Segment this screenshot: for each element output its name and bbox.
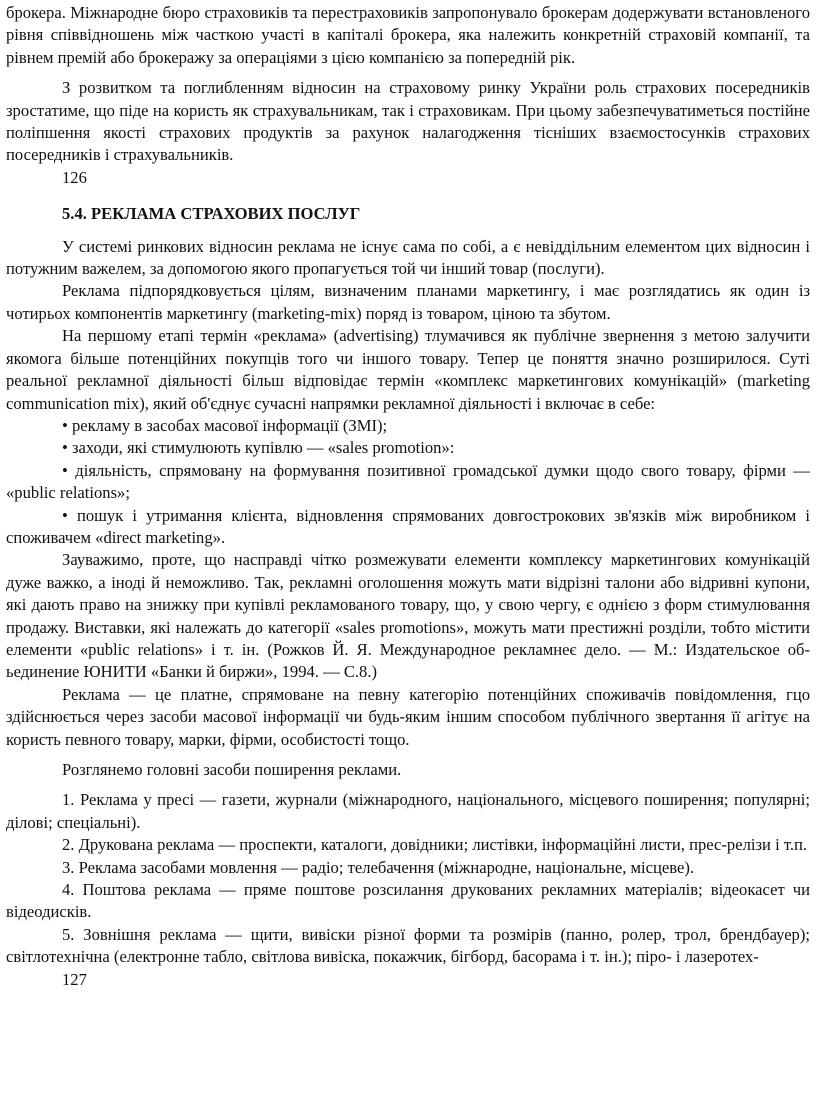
- list-item: 5. Зовнішня реклама — щити, вивіски різної форми та розмірів (панно, ролер, трол, брендбауер); світлотехнічна (електронне табло, світлова вивіска, покажчик, бігборд, басорама і т. ін.); піро- і лазеротех-: [6, 924, 810, 967]
- page-number: 126: [62, 167, 87, 187]
- list-item: 2. Друкована реклама — проспекти, каталоги, довідники; листівки, інформаційні листи, прес-релізи і т.п.: [62, 835, 808, 855]
- paragraph: На першому етапі термін «реклама» (advertising) тлумачився як публічне звернення з метою залучити якомога більше потенційних покупців того чи іншого товару. Тепер це поняття значно розширилося. Суті реальної рекламної діяльності більш відповідає термін «комплекс маркетингових комунікацій» (marketing communication mix), який об'єднує сучасні напрямки рекламної діяльності і включає в себе:: [6, 326, 810, 413]
- paragraph-continued: брокера. Міжнародне бюро страховиків та перестраховиків запропонувало брокерам додержувати встановленого рівня співвідношень між часткою участі в капіталі брокера, яка належить конкретній страховій компанії, та рівнем премій або брокеражу за операціями з цією компанією за попередній рік.: [6, 3, 810, 67]
- list-item: 1. Реклама у пресі — газети, журнали (міжнародного, національного, місцевого поширення; популярні; ділові; спеціальні).: [6, 790, 810, 832]
- page-number: 127: [62, 969, 87, 989]
- paragraph-definition: Реклама — це платне, спрямоване на певну категорію потенційних споживачів повідомлення, гцо здійснюється через засоби масової інформації чи будь-яким іншим способом публічного звертання її агітує на користь певного товару, марки, фірми, особистості тощо.: [6, 684, 810, 749]
- bullet-item: • рекламу в засобах масової інформації (ЗМІ);: [62, 415, 388, 435]
- bullet-item: • пошук і утримання клієнта, відновлення спрямованих довгострокових зв'язків між виробником і споживачем «direct marketing».: [6, 505, 810, 547]
- paragraph-remark: Зауважимо, проте, що насправді чітко розмежувати елементи комплексу маркетингових комунікацій дуже важко, а іноді й неможливо. Так, рекламні оголошення можуть мати відрізні талони або відривні купони, які дають право на знижку при купівлі рекламованого товару, що, у свою чергу, є однією з форм стимулювання продажу. Виставки, які належать до категорії «sales promotions», можуть мати престижні розділи, тобто містити елементи «public relations» і т. ін. (Рожков Й. Я. Международное рекламнеє дело. — М.: Издательское об-ьединение ЮНИТИ «Банки й биржи», 1994. — С.8.): [6, 550, 810, 682]
- paragraph-intermediaries: З розвитком та поглибленням відносин на страховому ринку України роль страхових посередників зростатиме, що піде на користь як страхувальникам, так і страховикам. При цьому забезпечуватиметься постійне поліпшення якості страхових продуктів за рахунок налагодження тісніших взаємостосунків страхових посередників і страхувальників.: [6, 78, 810, 165]
- paragraph: Реклама підпорядковується цілям, визначеним планами маркетингу, і має розглядатись як один із чотирьох компонентів маркетингу (marketing-mix) поряд із товаром, ціною та збутом.: [6, 281, 810, 323]
- paragraph: У системі ринкових відносин реклама не існує сама по собі, а є невіддільним елементом цих відносин і потужним важелем, за допомогою якого пропагується той чи інший товар (послуги).: [6, 236, 810, 279]
- bullet-item: • заходи, які стимулюють купівлю — «sales promotion»:: [62, 438, 455, 458]
- paragraph-intro: Розглянемо головні засоби поширення реклами.: [62, 760, 402, 779]
- section-heading: 5.4. РЕКЛАМА СТРАХОВИХ ПОСЛУГ: [62, 204, 361, 224]
- list-item: 4. Поштова реклама — пряме поштове розсилання друкованих рекламних матеріалів; відеокасет чи відеодисків.: [6, 880, 810, 922]
- bullet-item: • діяльність, спрямовану на формування позитивної громадської думки щодо свого товару, фірми — «public relations»;: [6, 460, 810, 503]
- list-item: 3. Реклама засобами мовлення — радіо; телебачення (міжнародне, національне, місцеве).: [62, 857, 695, 877]
